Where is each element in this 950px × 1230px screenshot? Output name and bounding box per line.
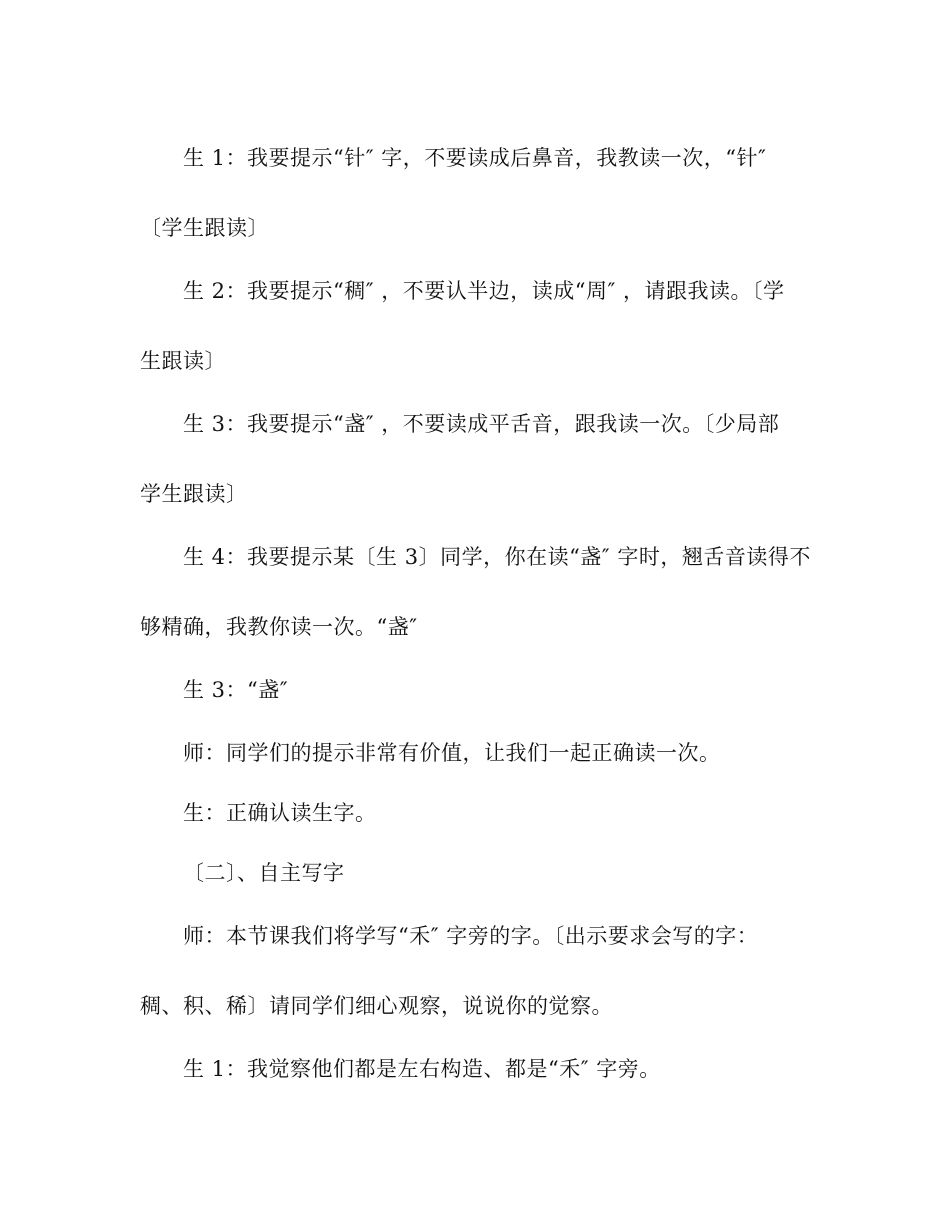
paragraph-line-3: 生 2：我要提示“稠″ ，不要认半边，读成“周″ ，请跟我读。〔学 [183,279,785,303]
paragraph-line-8: 够精确，我教你读一次。“盏″ [140,615,418,639]
section-heading: 〔二〕、自主写字 [183,861,345,885]
paragraph-line-15: 生 1：我觉察他们都是左右构造、都是“禾″ 字旁。 [183,1057,661,1081]
paragraph-line-9: 生 3：“盏″ [183,678,289,702]
paragraph-line-2: 〔学生跟读〕 [140,216,269,240]
paragraph-line-4: 生跟读〕 [140,349,226,373]
paragraph-line-7: 生 4：我要提示某〔生 3〕同学，你在读“盏″ 字时，翘舌音读得不 [183,545,811,569]
paragraph-line-13: 师：本节课我们将学写“禾″ 字旁的字。〔出示要求会写的字： [183,924,759,948]
paragraph-line-5: 生 3：我要提示“盏″ ，不要读成平舌音，跟我读一次。〔少局部 [183,412,780,436]
paragraph-line-11: 生：正确认读生字。 [183,801,377,825]
paragraph-line-14: 稠、积、稀〕请同学们细心观察，说说你的觉察。 [140,994,613,1018]
paragraph-line-6: 学生跟读〕 [140,482,248,506]
paragraph-line-1: 生 1：我要提示“针″ 字，不要读成后鼻音，我教读一次，“针″ [183,146,767,170]
paragraph-line-10: 师：同学们的提示非常有价值，让我们一起正确读一次。 [183,741,721,765]
